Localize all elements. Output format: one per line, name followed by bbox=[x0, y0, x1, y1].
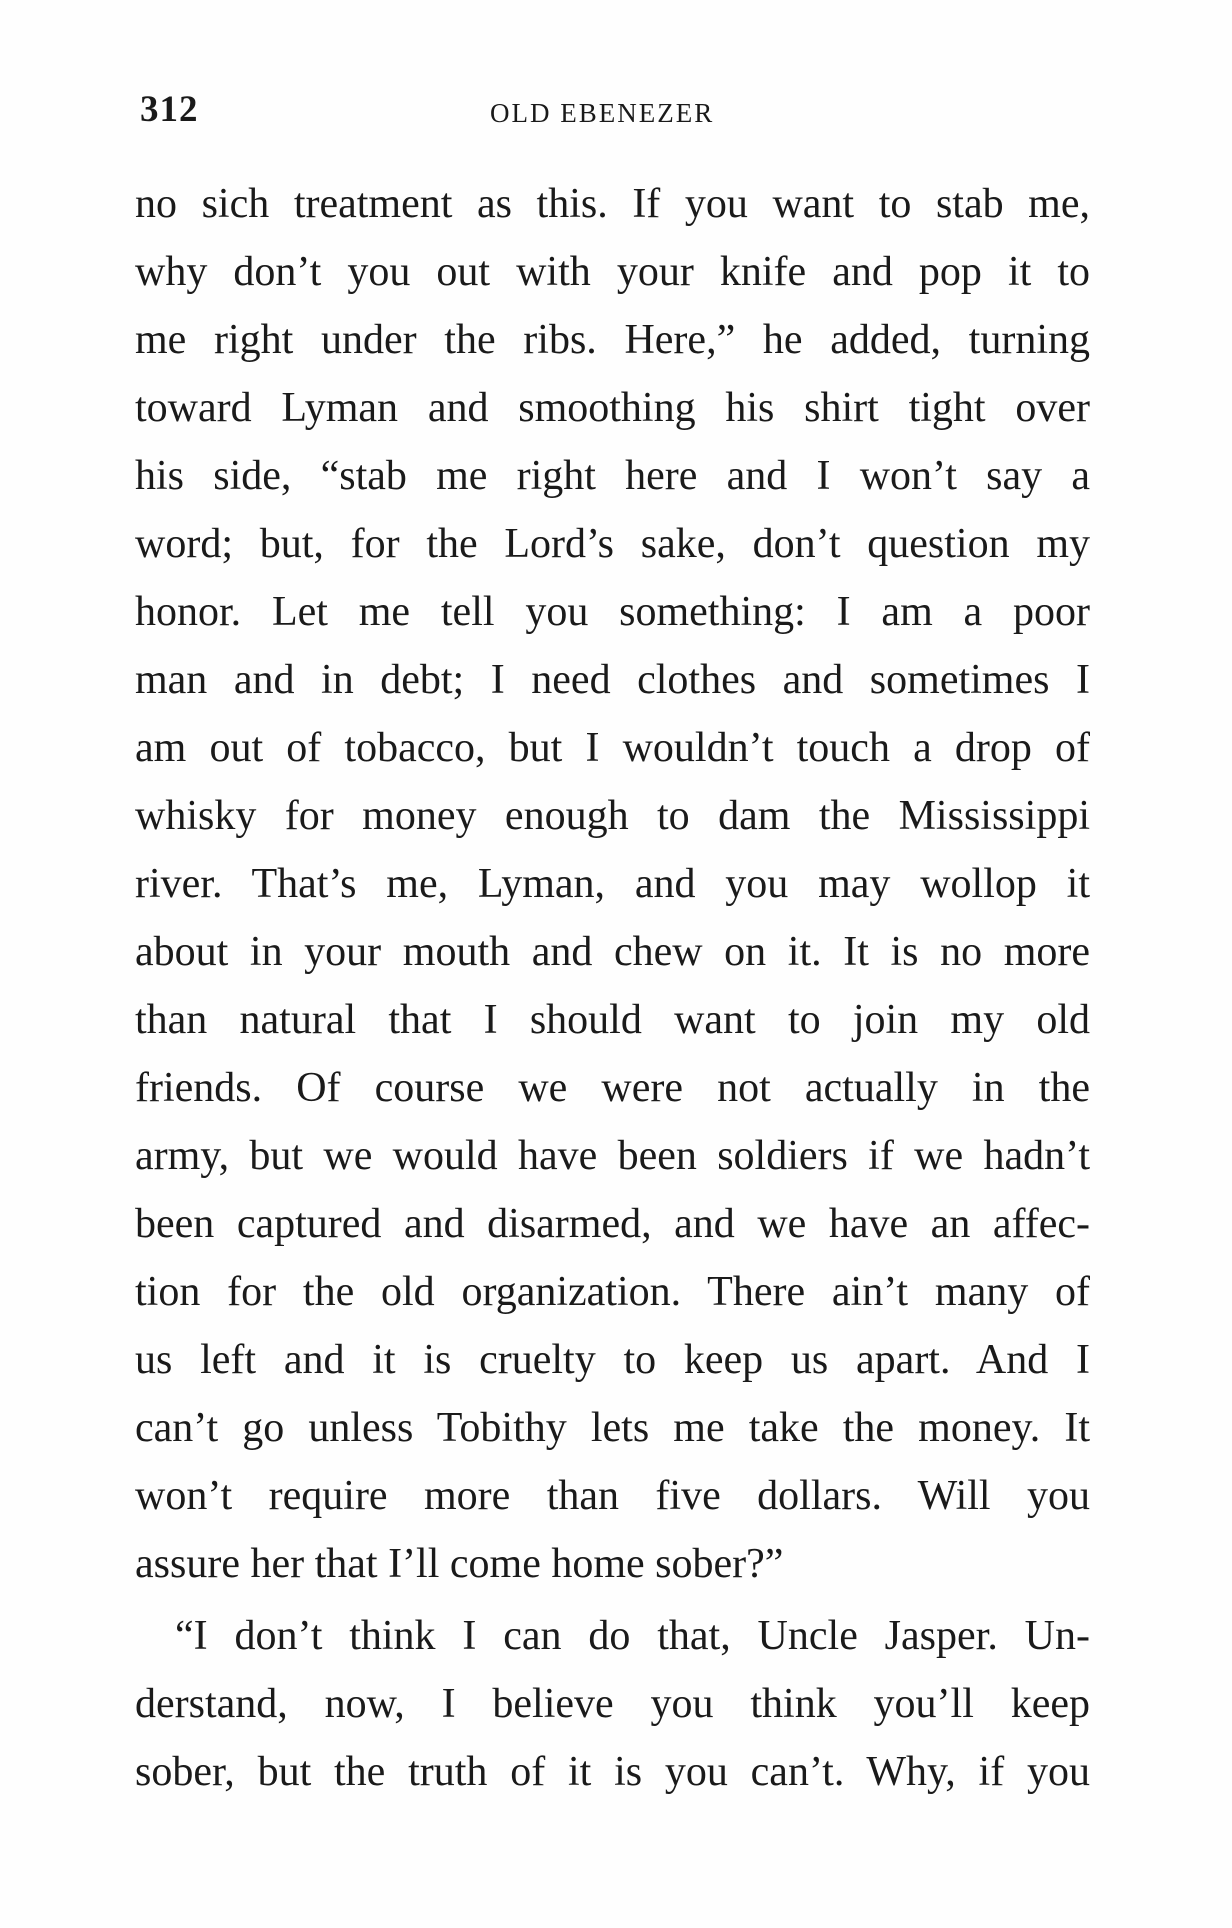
body-text bbox=[135, 170, 1090, 1806]
text-line: tion for the old organization. There ain’t many of bbox=[135, 1269, 1090, 1315]
text-line: assure her that I’ll come home sober?” bbox=[135, 1541, 784, 1587]
text-line: toward Lyman and smoothing his shirt tight over bbox=[135, 385, 1090, 431]
text-line: honor. Let me tell you something: I am a poor bbox=[135, 589, 1090, 635]
text-line: can’t go unless Tobithy lets me take the money. It bbox=[135, 1405, 1090, 1451]
page-number: 312 bbox=[140, 89, 199, 130]
paragraph bbox=[135, 1602, 1090, 1806]
paragraph bbox=[135, 170, 1090, 1598]
running-head bbox=[140, 88, 1100, 148]
text-line: am out of tobacco, but I wouldn’t touch a drop of bbox=[135, 725, 1090, 771]
text-line: “I don’t think I can do that, Uncle Jasper. Un- bbox=[175, 1613, 1090, 1659]
text-line: been captured and disarmed, and we have an affec- bbox=[135, 1201, 1090, 1247]
running-title: OLD EBENEZER bbox=[490, 98, 715, 128]
text-line: about in your mouth and chew on it. It is no more bbox=[135, 929, 1090, 975]
text-line: his side, “stab me right here and I won’t say a bbox=[135, 453, 1090, 499]
text-line: no sich treatment as this. If you want to stab me, bbox=[135, 181, 1090, 227]
text-line: man and in debt; I need clothes and sometimes I bbox=[135, 657, 1090, 703]
text-line: army, but we would have been soldiers if we hadn’t bbox=[135, 1133, 1090, 1179]
text-line: sober, but the truth of it is you can’t. Why, if you bbox=[135, 1749, 1090, 1795]
text-line: friends. Of course we were not actually in the bbox=[135, 1065, 1090, 1111]
text-line: won’t require more than five dollars. Will you bbox=[135, 1473, 1090, 1519]
text-line: us left and it is cruelty to keep us apart. And I bbox=[135, 1337, 1090, 1383]
text-line: why don’t you out with your knife and pop it to bbox=[135, 249, 1090, 295]
text-line: word; but, for the Lord’s sake, don’t question my bbox=[135, 521, 1090, 567]
text-line: whisky for money enough to dam the Mississippi bbox=[135, 793, 1090, 839]
text-line: river. That’s me, Lyman, and you may wollop it bbox=[135, 861, 1090, 907]
text-line: derstand, now, I believe you think you’ll keep bbox=[135, 1681, 1090, 1727]
text-line: than natural that I should want to join my old bbox=[135, 997, 1090, 1043]
text-line: me right under the ribs. Here,” he added, turning bbox=[135, 317, 1090, 363]
